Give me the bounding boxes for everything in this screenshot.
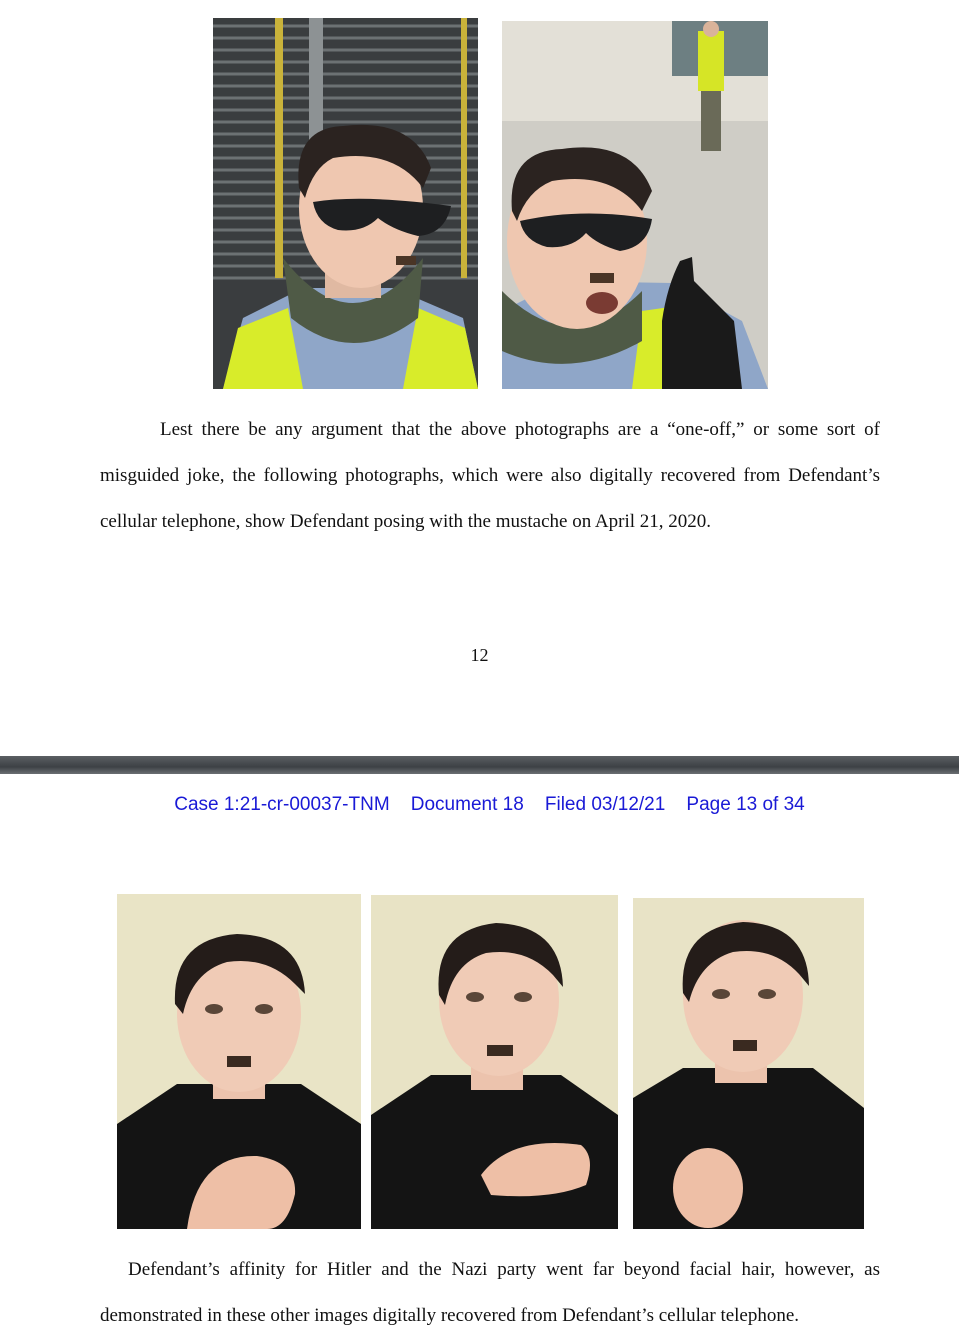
page-separator	[0, 756, 959, 774]
photo-mustache-pose-hand-on-chest-1	[117, 894, 361, 1229]
paragraph-1-text: Lest there be any argument that the above photographs are a “one-off,” or some sort of misguided joke, the following photographs, which were also digitally recovered from Defendant’s cellular telephone, show Defendant posing with the mustache on April 21, 2020.	[100, 419, 880, 532]
photo-mustache-pose-fist-on-chest	[633, 898, 864, 1229]
photo-selfie-sunglasses-garage	[213, 18, 478, 389]
paragraph-2-text: Defendant’s affinity for Hitler and the Nazi party went far beyond facial hair, however, as demonstrated in these other images digitally recovered from Defendant’s cellular telephone.	[100, 1259, 880, 1326]
photo-mustache-pose-hand-on-chest-2	[371, 895, 618, 1229]
paragraph-affinity	[100, 1247, 880, 1339]
document-page-13	[0, 774, 959, 1338]
case-header: Case 1:21-cr-00037-TNM Document 18 Filed 03/12/21 Page 13 of 34	[174, 794, 805, 815]
photo-selfie-sunglasses-thumbs-up	[502, 21, 768, 389]
page-number: 12	[470, 645, 489, 665]
paragraph-one-off-photos	[100, 407, 880, 545]
